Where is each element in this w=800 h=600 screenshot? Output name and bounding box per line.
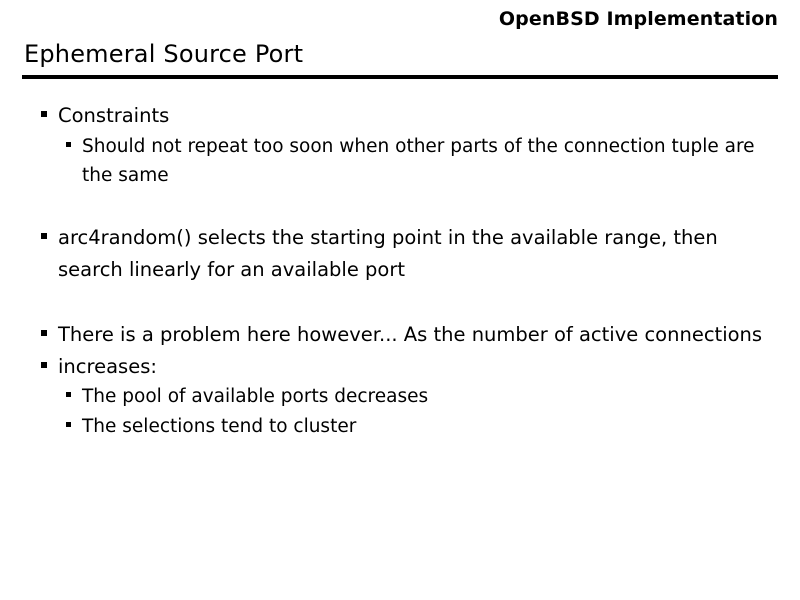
list-item-label: increases: [58,354,157,378]
square-bullet-icon [66,422,71,427]
square-bullet-icon [41,233,47,239]
list-item-label: Constraints [58,104,170,127]
list-item [64,132,770,190]
square-bullet-icon [66,142,71,147]
square-bullet-icon [41,330,47,336]
list-item [64,412,770,441]
list-item [40,319,770,351]
header-right-title: OpenBSD Implementation [498,8,778,30]
square-bullet-icon [41,111,47,117]
list-item [64,382,770,411]
square-bullet-icon [41,362,47,368]
list-item [40,100,770,132]
page-title: Ephemeral Source Port [24,40,304,68]
spacer [40,285,770,319]
list-item-label: The selections tend to cluster [82,415,357,437]
list-item-label: There is a problem here however... As the number of active connections [58,323,763,347]
slide-content [40,100,770,441]
bullet-list-level2 [64,382,770,440]
list-item-label: arc4random() selects the starting point in the available range, then search linearly for an available port [58,226,718,281]
bullet-list-level1 [40,100,770,441]
list-item-label: The pool of available ports decreases [82,386,429,408]
bullet-list-level2 [64,132,770,190]
title-divider [22,75,778,79]
list-item [40,351,770,383]
list-item [40,222,770,285]
square-bullet-icon [66,392,71,397]
spacer [40,190,770,222]
list-item-label: Should not repeat too soon when other parts of the connection tuple are the same [82,135,755,186]
